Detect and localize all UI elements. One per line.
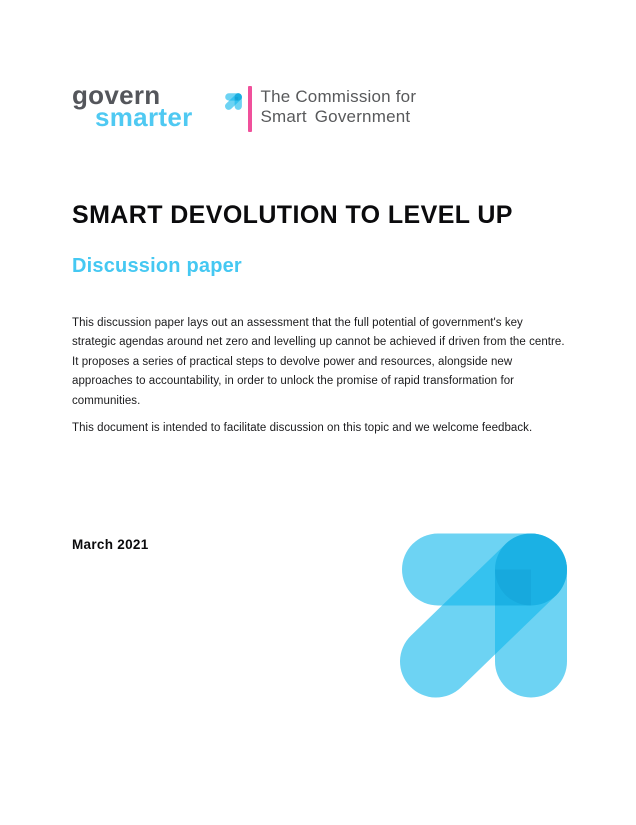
- logo-divider-bar: [248, 86, 252, 132]
- paragraph-1-line: communities.: [72, 394, 141, 407]
- logo-tagline-line2: Smart Government: [260, 106, 411, 126]
- paragraph-1-line: This discussion paper lays out an assessment that the full potential of government's key: [72, 317, 523, 329]
- paragraph-1-line: It proposes a series of practical steps to devolve power and resources, alongside new: [72, 355, 513, 368]
- arrow-mark-graphic: [400, 531, 568, 698]
- arrow-up-right-icon: [225, 93, 242, 110]
- paragraph-1-line: approaches to accountability, in order to unlock the promise of rapid transformation for: [72, 375, 515, 388]
- page-title: SMART DEVOLUTION TO LEVEL UP: [72, 201, 513, 229]
- paragraph-1-line: strategic agendas around net zero and levelling up cannot be achieved if driven from the centre.: [72, 336, 565, 349]
- logo: [72, 80, 417, 132]
- page-subtitle: Discussion paper: [72, 255, 242, 277]
- logo-tagline: [261, 87, 417, 126]
- logo-tagline-line1: The Commission for: [260, 87, 417, 106]
- publication-date: March 2021: [72, 537, 149, 552]
- logo-wordmark-govern: govern: [72, 80, 161, 110]
- paragraph-2: This document is intended to facilitate discussion on this topic and we welcome feedback.: [72, 422, 533, 435]
- body-text: [72, 314, 612, 438]
- logo-wordmark-smarter: smarter: [95, 102, 193, 132]
- logo-wordmark: [72, 80, 230, 132]
- paragraph-1: [72, 314, 612, 411]
